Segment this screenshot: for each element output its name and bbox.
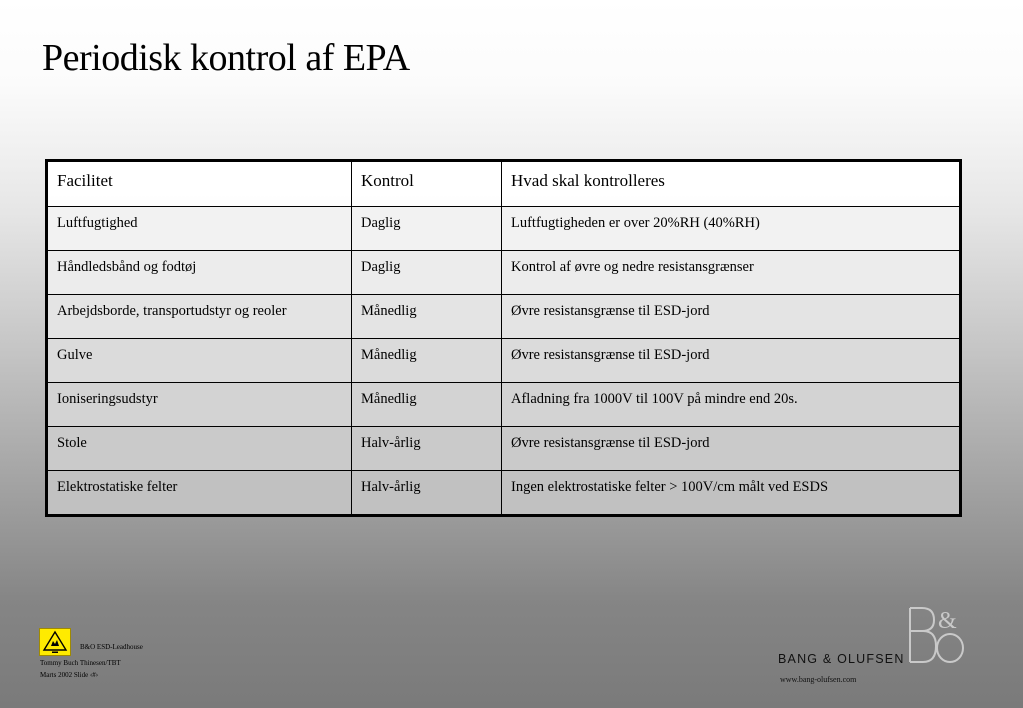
table-row [47, 383, 961, 427]
table-row [47, 339, 961, 383]
slide-title: Periodisk kontrol af EPA [42, 37, 410, 79]
esd-leadhouse-caption: B&O ESD-Leadhouse [80, 643, 143, 651]
cell-facilitet: Stole [47, 427, 352, 471]
cell-kontrol: Månedlig [352, 383, 502, 427]
table-row [47, 207, 961, 251]
cell-kontrol: Månedlig [352, 339, 502, 383]
brand-name: BANG & OLUFSEN [778, 652, 905, 666]
table-row [47, 427, 961, 471]
cell-facilitet: Elektrostatiske felter [47, 471, 352, 516]
cell-beskrivelse: Øvre resistansgrænse til ESD-jord [502, 427, 961, 471]
epa-control-table [45, 159, 959, 517]
cell-facilitet: Håndledsbånd og fodtøj [47, 251, 352, 295]
author-line: Tommy Buch Thinesen/TBT [40, 659, 121, 667]
header-facilitet: Facilitet [47, 161, 352, 207]
table-row [47, 295, 961, 339]
cell-beskrivelse: Øvre resistansgrænse til ESD-jord [502, 295, 961, 339]
cell-kontrol: Halv-årlig [352, 471, 502, 516]
cell-facilitet: Arbejdsborde, transportudstyr og reoler [47, 295, 352, 339]
esd-warning-icon [39, 628, 71, 656]
header-hvad-skal-kontrolleres: Hvad skal kontrolleres [502, 161, 961, 207]
cell-facilitet: Luftfugtighed [47, 207, 352, 251]
bo-logo-icon [904, 604, 966, 666]
table [45, 159, 962, 517]
cell-beskrivelse: Øvre resistansgrænse til ESD-jord [502, 339, 961, 383]
date-slide-line: Marts 2002 Slide ‹#› [40, 671, 99, 679]
table-row [47, 251, 961, 295]
header-kontrol: Kontrol [352, 161, 502, 207]
brand-url: www.bang-olufsen.com [780, 675, 857, 684]
cell-kontrol: Månedlig [352, 295, 502, 339]
svg-text:&: & [938, 608, 957, 634]
cell-beskrivelse: Afladning fra 1000V til 100V på mindre end 20s. [502, 383, 961, 427]
cell-facilitet: Ioniseringsudstyr [47, 383, 352, 427]
table-row [47, 471, 961, 516]
cell-kontrol: Daglig [352, 207, 502, 251]
cell-kontrol: Daglig [352, 251, 502, 295]
cell-beskrivelse: Kontrol af øvre og nedre resistansgrænser [502, 251, 961, 295]
cell-beskrivelse: Luftfugtigheden er over 20%RH (40%RH) [502, 207, 961, 251]
cell-beskrivelse: Ingen elektrostatiske felter > 100V/cm målt ved ESDS [502, 471, 961, 516]
table-header-row [47, 161, 961, 207]
cell-kontrol: Halv-årlig [352, 427, 502, 471]
cell-facilitet: Gulve [47, 339, 352, 383]
